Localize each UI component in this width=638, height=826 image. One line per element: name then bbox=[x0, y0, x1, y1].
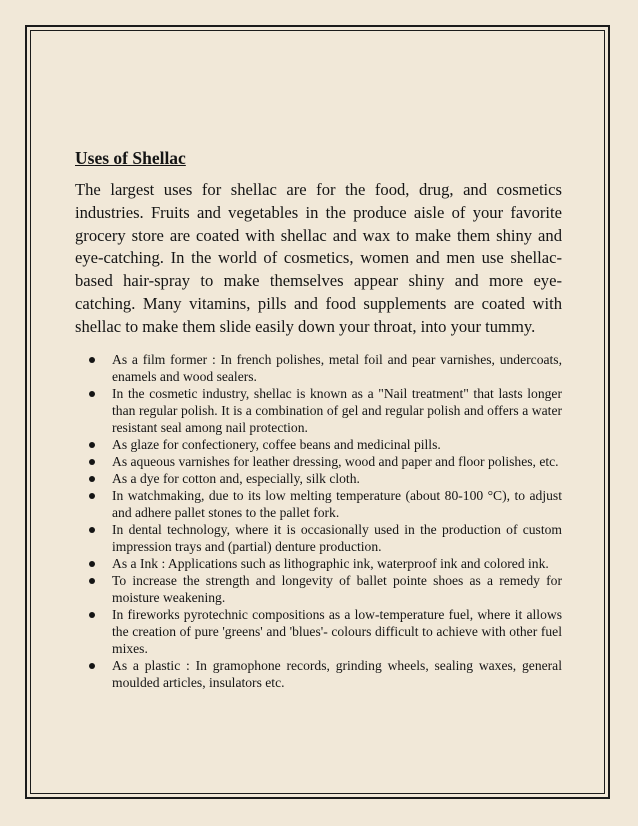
list-item bbox=[75, 606, 562, 657]
bullet-icon bbox=[89, 493, 95, 499]
list-item bbox=[75, 555, 562, 572]
bullet-icon bbox=[89, 459, 95, 465]
list-item bbox=[75, 572, 562, 606]
list-item-text: As glaze for confectionery, coffee beans and medicinal pills. bbox=[112, 436, 441, 452]
bullet-icon bbox=[89, 561, 95, 567]
list-item bbox=[75, 351, 562, 385]
list-item-text: In dental technology, where it is occasionally used in the production of custom impression trays and (partial) denture production. bbox=[112, 521, 562, 554]
list-item-text: As a film former : In french polishes, metal foil and pear varnishes, undercoats, enamels and wood sealers. bbox=[112, 351, 562, 384]
bullet-icon bbox=[89, 612, 95, 618]
list-item-text: In watchmaking, due to its low melting temperature (about 80-100 °C), to adjust and adhere pallet stones to the pallet fork. bbox=[112, 487, 562, 520]
document-content bbox=[75, 146, 562, 691]
list-item bbox=[75, 470, 562, 487]
list-item bbox=[75, 453, 562, 470]
bullet-icon bbox=[89, 442, 95, 448]
list-item-text: To increase the strength and longevity of ballet pointe shoes as a remedy for moisture weakening. bbox=[112, 572, 562, 605]
list-item-text: As a dye for cotton and, especially, silk cloth. bbox=[112, 470, 360, 486]
bullet-icon bbox=[89, 357, 95, 363]
list-item-text: As a plastic : In gramophone records, grinding wheels, sealing waxes, general moulded articles, insulators etc. bbox=[112, 657, 562, 690]
intro-paragraph: The largest uses for shellac are for the food, drug, and cosmetics industries. Fruits and vegetables in the produce aisle of your favorite grocery store are coated with shellac and wax to make them shiny and eye-catching. In the world of cosmetics, women and men use shellac-based hair-spray to make themselves appear shiny and more eye-catching. Many vitamins, pills and food supplements are coated with shellac to make them slide easily down your throat, into your tummy. bbox=[75, 180, 562, 336]
list-item bbox=[75, 521, 562, 555]
list-item-text: As a Ink : Applications such as lithographic ink, waterproof ink and colored ink. bbox=[112, 555, 549, 571]
bullet-icon bbox=[89, 578, 95, 584]
bullet-icon bbox=[89, 476, 95, 482]
list-item-text: As aqueous varnishes for leather dressing, wood and paper and floor polishes, etc. bbox=[112, 453, 559, 469]
list-item-text: In fireworks pyrotechnic compositions as a low-temperature fuel, where it allows the creation of pure 'greens' and 'blues'- colours difficult to achieve with other fuel mixes. bbox=[112, 606, 562, 656]
list-item bbox=[75, 436, 562, 453]
list-item bbox=[75, 657, 562, 691]
bullet-icon bbox=[89, 527, 95, 533]
section-heading: Uses of Shellac bbox=[75, 148, 186, 168]
uses-list bbox=[75, 351, 562, 691]
list-item-text: In the cosmetic industry, shellac is known as a "Nail treatment" that lasts longer than regular polish. It is a combination of gel and regular polish and offers a water resistant seal among nail protection. bbox=[112, 385, 562, 435]
bullet-icon bbox=[89, 663, 95, 669]
bullet-icon bbox=[89, 391, 95, 397]
list-item bbox=[75, 487, 562, 521]
list-item bbox=[75, 385, 562, 436]
